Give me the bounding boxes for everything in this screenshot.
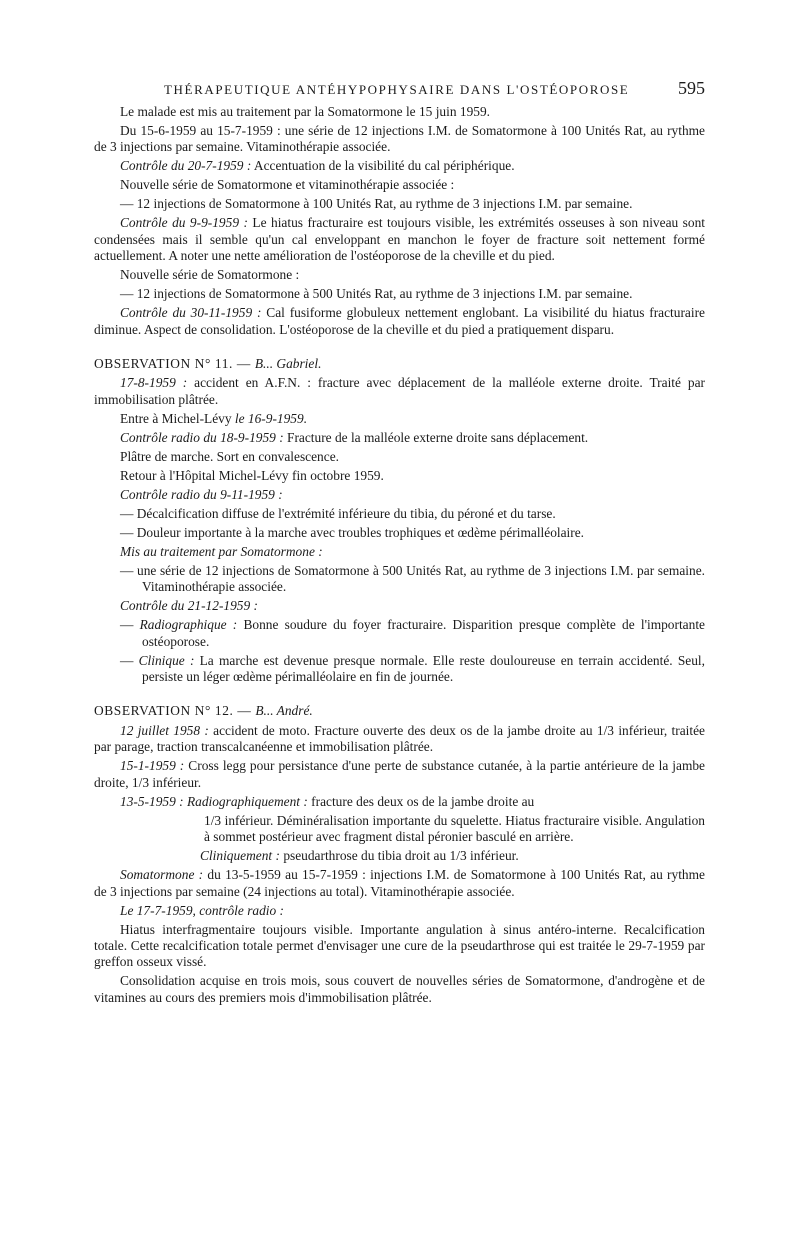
control-label: Somatormone :	[120, 867, 204, 883]
control-text: Fracture de la malléole externe droite sans déplacement.	[283, 429, 589, 445]
dash-item: — Clinique : La marche est devenue presque normale. Elle reste douloureuse en terrain accidenté. Seul, persiste un léger œdème périmalléolaire en fin de journée.	[120, 652, 705, 685]
date-text: fracture des deux os de la jambe droite au	[307, 793, 535, 809]
control-text: Le hiatus fracturaire est toujours visible, les extrémités osseuses à son niveau sont condensées mais il semble qu'un cal enveloppant en manchon le foyer de fracture soit nettement formé actuellement. A noter une nette amélioration de l'ostéoporose de la cheville et du pied.	[94, 215, 705, 264]
date-label: 13-5-1959 : Radiographiquement :	[120, 793, 308, 809]
paragraph	[94, 375, 705, 408]
paragraph-text: Entre à Michel-Lévy	[120, 410, 235, 426]
paragraph-continuation: 1/3 inférieur. Déminéralisation importante du squelette. Hiatus fracturaire visible. Angulation à sommet postérieur avec fragment distal péronier basculé en arrière.	[204, 812, 705, 845]
paragraph: Nouvelle série de Somatormone et vitaminothérapie associée :	[120, 177, 455, 193]
patient-name: B... André.	[255, 703, 313, 719]
patient-name: B... Gabriel.	[254, 356, 322, 372]
control-label: Contrôle du 30-11-1959 :	[120, 305, 262, 321]
paragraph	[94, 411, 705, 427]
observation-number: OBSERVATION N° 12. —	[94, 703, 256, 719]
date-label: 12 juillet 1958 :	[120, 722, 209, 738]
control-label: Contrôle du 20-7-1959 :	[120, 158, 252, 174]
paragraph: — 12 injections de Somatormone à 500 Unités Rat, au rythme de 3 injections I.M. par semaine.	[120, 286, 633, 302]
paragraph: Consolidation acquise en trois mois, sous couvert de nouvelles séries de Somatormone, d'androgène et de vitamines au cours des premiers mois d'immobilisation plâtrée.	[94, 973, 705, 1005]
control-text: Bonne soudure du foyer fracturaire. Disparition presque complète de l'importante ostéoporose.	[142, 617, 705, 649]
observation-heading	[94, 356, 705, 372]
dash-item: — Décalcification diffuse de l'extrémité inférieure du tibia, du péroné et du tarse.	[120, 505, 556, 521]
running-title: THÉRAPEUTIQUE ANTÉHYPOPHYSAIRE DANS L'OSTÉOPOROSE	[164, 82, 630, 97]
dash-item: — Douleur importante à la marche avec troubles trophiques et œdème périmalléolaire.	[120, 524, 585, 540]
date-label: 17-8-1959 :	[120, 375, 188, 391]
paragraph	[200, 848, 705, 864]
paragraph	[94, 867, 705, 900]
control-text: Accentuation de la visibilité du cal périphérique.	[251, 158, 515, 174]
control-text: La marche est devenue presque normale. Elle reste douloureuse en terrain accidenté. Seul, persiste un léger œdème périmalléolaire en fin de journée.	[142, 652, 705, 685]
dash-item: — Radiographique : Bonne soudure du foyer fracturaire. Disparition presque complète de l'importante ostéoporose.	[120, 617, 705, 649]
paragraph: Retour à l'Hôpital Michel-Lévy fin octobre 1959.	[120, 467, 384, 483]
date-text: accident de moto. Fracture ouverte des deux os de la jambe droite au 1/3 inférieur, traitée par parage, traction transcalcanéenne et immobilisation plâtrée.	[94, 722, 706, 755]
control-label: Mis au traitement par Somatormone :	[120, 543, 323, 559]
control-label: Contrôle radio du 9-11-1959 :	[120, 486, 283, 502]
dash-item: — une série de 12 injections de Somatormone à 500 Unités Rat, au rythme de 3 injections I.M. par semaine. Vitaminothérapie associée.	[120, 562, 705, 595]
paragraph	[94, 215, 705, 264]
paragraph: Du 15-6-1959 au 15-7-1959 : une série de 12 injections I.M. de Somatormone à 100 Unités Rat, au rythme de 3 injections par semaine. Vitaminothérapie associée.	[94, 123, 705, 155]
control-text: du 13-5-1959 au 15-7-1959 : injections I.M. de Somatormone à 100 Unités Rat, au rythme de 3 injections par semaine (24 injections au total). Vitaminothérapie associée.	[94, 867, 705, 899]
paragraph	[94, 758, 705, 791]
control-label: Clinique :	[138, 652, 195, 668]
page-header	[94, 74, 705, 104]
date-text: accident en A.F.N. : fracture avec déplacement de la malléole externe droite. Traité par immobilisation plâtrée.	[94, 375, 705, 407]
paragraph	[94, 794, 705, 810]
paragraph	[94, 723, 705, 756]
paragraph: Plâtre de marche. Sort en convalescence.	[120, 448, 339, 464]
control-text: Cal fusiforme globuleux nettement englobant. La visibilité du hiatus fracturaire diminue. Aspect de consolidation. L'ostéoporose de la cheville et du pied a pratiquement disparu.	[94, 305, 705, 337]
observation-heading	[94, 703, 705, 719]
paragraph: Hiatus interfragmentaire toujours visible. Importante angulation à sinus antéro-interne. Recalcification totale. Cette recalcification totale permet d'envisager une cure de la pseudarthrose qui est traitée le 29-7-1959 par greffon osseux vissé.	[94, 921, 705, 970]
date-label: le 16-9-1959.	[234, 410, 308, 426]
control-label: Contrôle du 9-9-1959 :	[120, 215, 248, 231]
control-label: Cliniquement :	[200, 848, 280, 864]
page-number: 595	[678, 78, 705, 98]
paragraph	[94, 158, 705, 174]
date-label: 15-1-1959 :	[120, 758, 185, 774]
control-label: Contrôle radio du 18-9-1959 :	[120, 429, 284, 445]
paragraph	[94, 430, 705, 446]
paragraph: — 12 injections de Somatormone à 100 Unités Rat, au rythme de 3 injections I.M. par semaine.	[120, 196, 633, 212]
control-label: Le 17-7-1959, contrôle radio :	[120, 902, 285, 918]
body-text	[94, 104, 705, 1006]
control-label: Contrôle du 21-12-1959 :	[120, 598, 258, 614]
date-text: Cross legg pour persistance d'une perte de substance cutanée, à la partie antérieure de la jambe droite, 1/3 inférieur.	[94, 758, 705, 790]
observation-number: OBSERVATION N° 11. —	[94, 356, 255, 372]
paragraph: Le malade est mis au traitement par la Somatormone le 15 juin 1959.	[120, 104, 491, 119]
document-page	[94, 74, 705, 1009]
paragraph: Nouvelle série de Somatormone :	[120, 267, 300, 283]
paragraph	[94, 305, 705, 338]
control-label: Radiographique :	[139, 617, 238, 633]
control-text: pseudarthrose du tibia droit au 1/3 inférieur.	[279, 848, 519, 864]
